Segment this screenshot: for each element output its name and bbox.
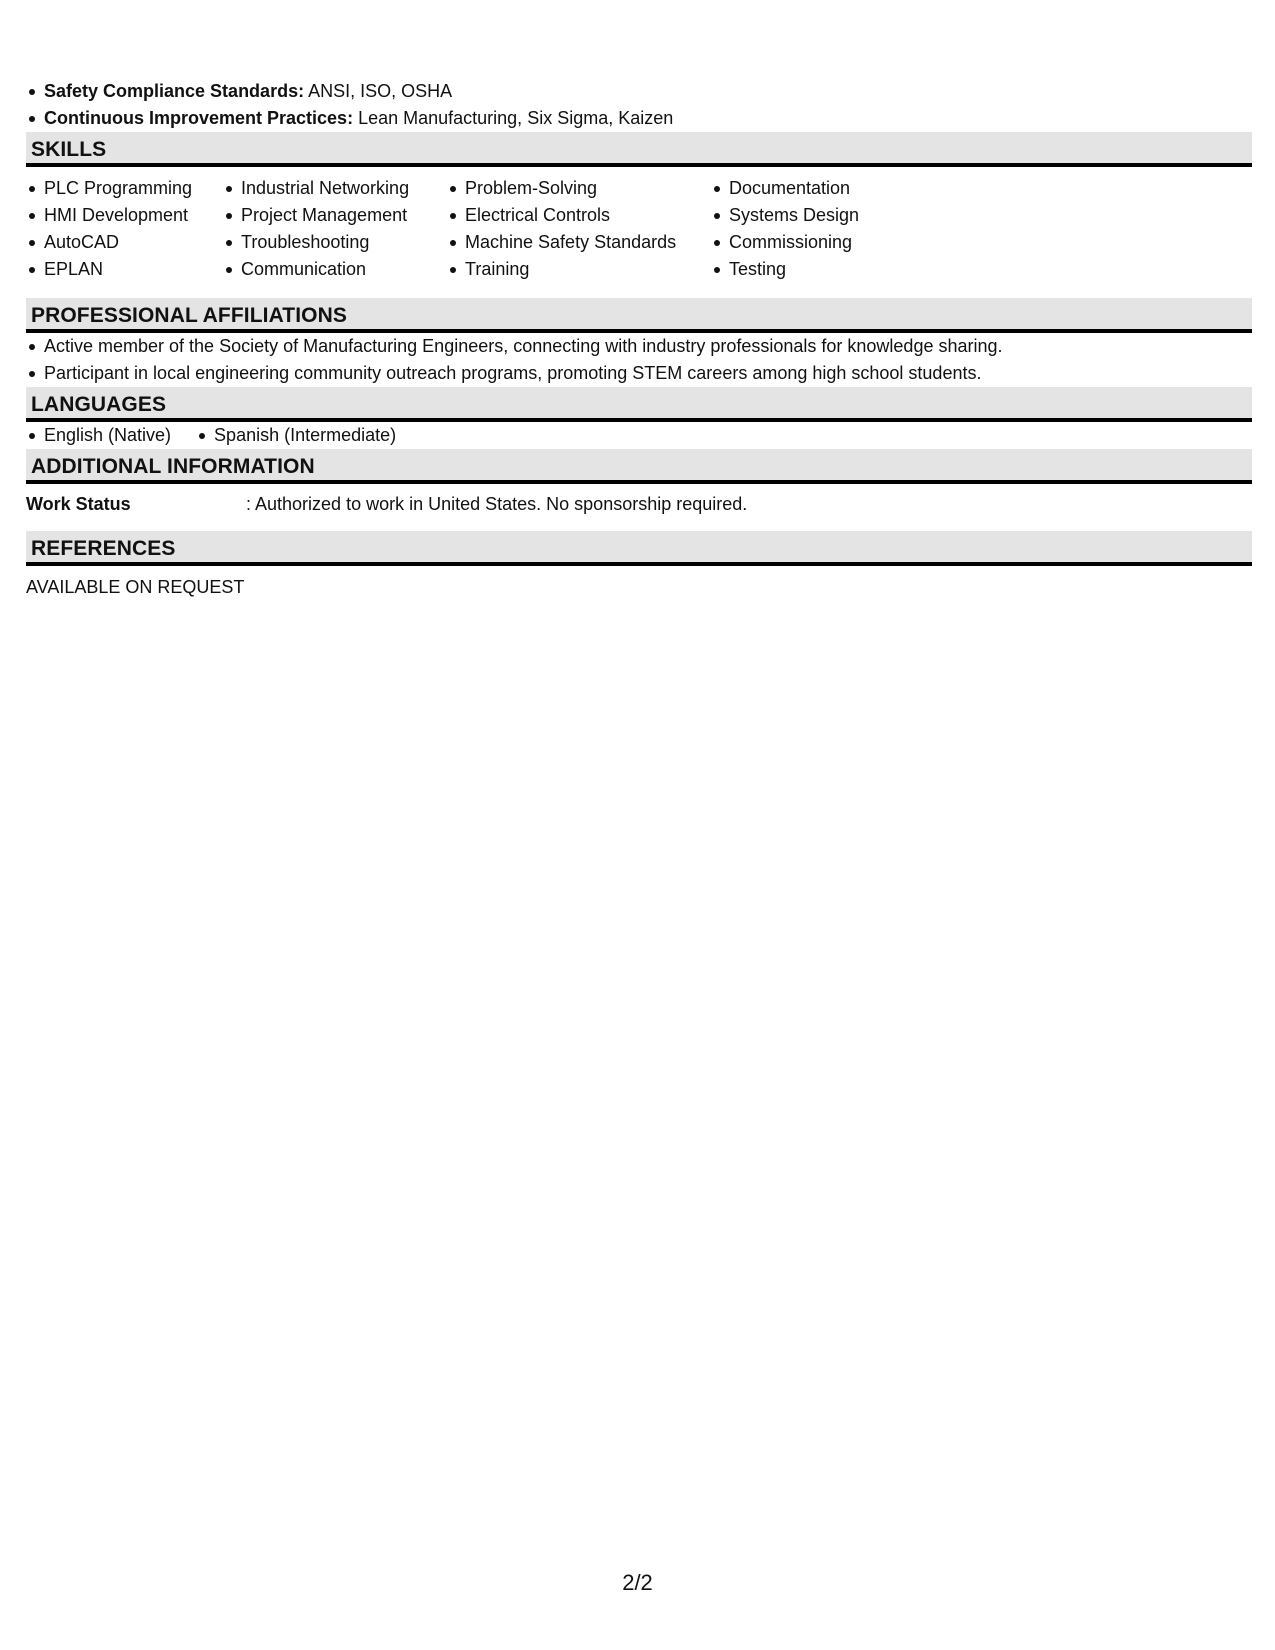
skill-item: Systems Design [711, 202, 911, 229]
skills-column [447, 175, 711, 283]
skill-item: HMI Development [26, 202, 223, 229]
list-item [26, 105, 1252, 132]
skill-item: Documentation [711, 175, 911, 202]
section-heading-additional-information: ADDITIONAL INFORMATION [26, 449, 1252, 484]
item-value: Lean Manufacturing, Six Sigma, Kaizen [358, 108, 674, 128]
skill-item: Industrial Networking [223, 175, 447, 202]
skill-item: EPLAN [26, 256, 223, 283]
item-label: Continuous Improvement Practices: [44, 108, 354, 128]
language-item: Spanish (Intermediate) [196, 422, 396, 449]
skill-item: Communication [223, 256, 447, 283]
item-label: Safety Compliance Standards: [44, 81, 305, 101]
skill-item: Project Management [223, 202, 447, 229]
language-item: English (Native) [26, 422, 171, 449]
skills-column [223, 175, 447, 283]
work-status-row [26, 492, 1252, 516]
references-text: AVAILABLE ON REQUEST [26, 577, 245, 597]
skill-item: Problem-Solving [447, 175, 711, 202]
work-status-label: Work Status [26, 494, 131, 514]
languages-list [26, 422, 1252, 449]
section-heading-skills: SKILLS [26, 132, 1252, 167]
list-item [26, 78, 1252, 105]
page-number: 2/2 [622, 1570, 653, 1595]
skills-column [26, 175, 223, 283]
top-list [26, 78, 1252, 132]
resume-page [26, 78, 1252, 599]
work-status-value: : Authorized to work in United States. No sponsorship required. [246, 494, 748, 514]
skill-item: Testing [711, 256, 911, 283]
skill-item: Electrical Controls [447, 202, 711, 229]
section-heading-references: REFERENCES [26, 531, 1252, 566]
skill-item: Commissioning [711, 229, 911, 256]
skills-column [711, 175, 911, 283]
affiliation-item: Active member of the Society of Manufacturing Engineers, connecting with industry professionals for knowledge sharing. [26, 333, 1252, 360]
skill-item: Troubleshooting [223, 229, 447, 256]
skill-item: AutoCAD [26, 229, 223, 256]
section-heading-affiliations: PROFESSIONAL AFFILIATIONS [26, 298, 1252, 333]
section-heading-languages: LANGUAGES [26, 387, 1252, 422]
item-value: ANSI, ISO, OSHA [308, 81, 453, 101]
affiliation-item: Participant in local engineering community outreach programs, promoting STEM careers among high school students. [26, 360, 1252, 387]
skill-item: Machine Safety Standards [447, 229, 711, 256]
skills-grid [26, 175, 1252, 283]
skill-item: Training [447, 256, 711, 283]
skill-item: PLC Programming [26, 175, 223, 202]
affiliations-list [26, 333, 1252, 387]
